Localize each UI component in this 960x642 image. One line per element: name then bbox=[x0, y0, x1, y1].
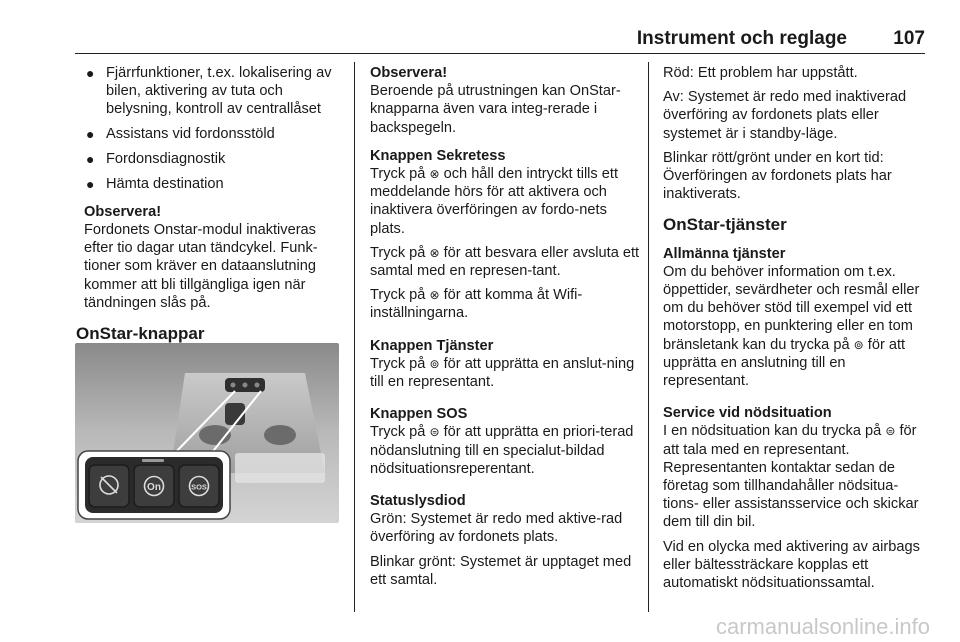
led-section bbox=[370, 492, 640, 589]
sos-button-label: SOS bbox=[191, 482, 207, 492]
list-item: ● Fordonsdiagnostik bbox=[86, 150, 226, 167]
section-title: Allmänna tjänster bbox=[663, 245, 786, 262]
privacy-icon: ⊗ bbox=[429, 245, 440, 260]
sos-icon: ⊜ bbox=[885, 424, 896, 439]
paragraph: Tryck på ⊚ för att upprätta en anslut-ning till en representant. bbox=[370, 355, 635, 391]
section-title: Knappen Sekretess bbox=[370, 147, 506, 164]
column-divider-1 bbox=[354, 62, 355, 612]
list-item: ● Fjärrfunktioner, t.ex. lokalisering av bilen, aktivering av tuta och belysning, kontroll av centrallåset bbox=[86, 65, 332, 118]
sos-icon: ⊜ bbox=[429, 425, 440, 440]
list-item: ● Hämta destination bbox=[86, 175, 224, 192]
privacy-section bbox=[370, 147, 640, 323]
paragraph: Av: Systemet är redo med inaktiverad överföring av fordonets plats eller systemet är i standby-läge. bbox=[663, 89, 907, 142]
paragraph: Om du behöver information om t.ex. öppettider, sevärdheter och resmål eller om du behöver stöd till exempel vid ett motorstopp, en punktering eller en tom bränsletank kan du trycka på ⊚ för att upprätta en anslutning till en representant. bbox=[663, 263, 920, 390]
column-3 bbox=[663, 64, 931, 598]
on-button-label: On bbox=[147, 482, 161, 493]
onstar-icon: ⊚ bbox=[429, 356, 440, 371]
onstar-buttons-photo bbox=[75, 343, 339, 523]
paragraph: Röd: Ett problem har uppstått. bbox=[663, 65, 858, 81]
column-2 bbox=[370, 64, 640, 595]
service-section bbox=[370, 337, 640, 392]
header-rule bbox=[75, 53, 925, 54]
note-text: Fordonets Onstar-modul inaktiveras efter tio dagar utan tändcykel. Funk-tioner som kräver en dataanslutning kommer att bli tillgängliga igen när tändningen slås på. bbox=[84, 221, 318, 311]
photo-illustration bbox=[75, 343, 339, 523]
column-divider-2 bbox=[648, 62, 649, 612]
page-number: 107 bbox=[893, 28, 925, 49]
section-heading: OnStar-tjänster bbox=[663, 215, 787, 235]
page-header bbox=[75, 28, 925, 52]
paragraph: Tryck på ⊗ för att komma åt Wifi-inställningarna. bbox=[370, 287, 583, 322]
note-title: Observera! bbox=[370, 65, 448, 81]
section-title: Statuslysdiod bbox=[370, 493, 466, 510]
paragraph: Tryck på ⊗ och håll den intryckt tills ett meddelande hörs för att aktivera och inaktivera överföringen av fordo-nets plats. bbox=[370, 166, 619, 237]
bullet-icon: ● bbox=[86, 65, 95, 81]
page-title: Instrument och reglage bbox=[636, 28, 847, 49]
bullet-icon: ● bbox=[86, 150, 95, 167]
emergency-section bbox=[663, 404, 931, 592]
watermark: carmanualsonline.info bbox=[715, 614, 930, 639]
list-item: ● Assistans vid fordonsstöld bbox=[86, 126, 275, 143]
section-title: Service vid nödsituation bbox=[663, 405, 832, 422]
note-block-2 bbox=[370, 64, 640, 137]
note-title: Observera! bbox=[84, 203, 162, 220]
onstar-icon: ⊚ bbox=[853, 337, 864, 352]
bullet-icon: ● bbox=[86, 175, 95, 192]
paragraph: Tryck på ⊗ för att besvara eller avsluta ett samtal med en represen-tant. bbox=[370, 244, 640, 280]
paragraph: Tryck på ⊜ för att upprätta en priori-terad nödanslutning till en specialut-bildad nödsituationsreperentant. bbox=[370, 424, 634, 477]
privacy-icon: ⊗ bbox=[429, 288, 440, 303]
section-title: Knappen Tjänster bbox=[370, 337, 494, 354]
paragraph: Blinkar grönt: Systemet är upptaget med ett samtal. bbox=[370, 553, 632, 588]
sos-section bbox=[370, 405, 640, 478]
paragraph: Blinkar rött/grönt under en kort tid: Överföringen av fordonets plats har inaktiverats. bbox=[663, 149, 892, 203]
paragraph: Vid en olycka med aktivering av airbags eller bältessträckare kopplas ett automatiskt nödsituationssamtal. bbox=[663, 538, 920, 592]
privacy-icon: ⊗ bbox=[429, 167, 440, 182]
paragraph: I en nödsituation kan du trycka på ⊜ för att tala med en representant. Representanten kontaktar sedan de företag som tillhandahåller nödsitua-tions- eller assistansservice och skickar dem till din bil. bbox=[663, 423, 919, 531]
feature-list bbox=[76, 64, 348, 193]
general-section bbox=[663, 245, 931, 391]
bullet-icon: ● bbox=[86, 126, 95, 143]
paragraph: Grön: Systemet är redo med aktive-rad överföring av fordonets plats. bbox=[370, 511, 623, 546]
section-title: Knappen SOS bbox=[370, 406, 468, 423]
section-heading: OnStar-knappar bbox=[76, 323, 205, 343]
note-block bbox=[76, 203, 348, 312]
note-text: Beroende på utrustningen kan OnStar-knapparna även vara integ-rerade i backspegeln. bbox=[370, 83, 621, 136]
column-1 bbox=[76, 64, 348, 353]
